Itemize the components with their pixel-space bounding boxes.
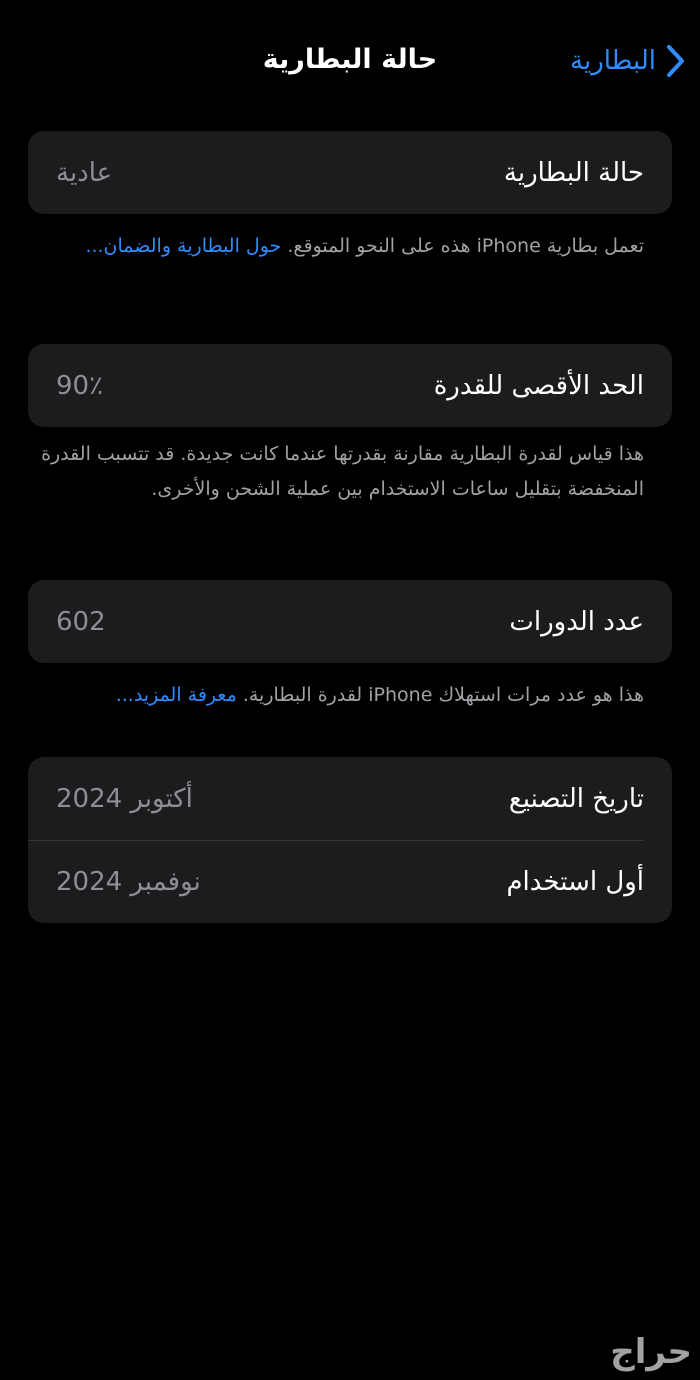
cycle-count-row — [28, 580, 672, 663]
manufacture-date-label: تاريخ التصنيع — [508, 783, 644, 814]
max-capacity-value: 90٪ — [56, 370, 104, 401]
battery-state-label: حالة البطارية — [503, 157, 644, 188]
manufacture-date-value: أكتوبر 2024 — [56, 783, 193, 814]
learn-more-link[interactable]: معرفة المزيد... — [115, 684, 237, 706]
max-capacity-footer — [40, 437, 644, 507]
manufacture-date-row — [28, 757, 672, 840]
first-use-value: نوفمبر 2024 — [56, 866, 201, 897]
navigation-bar — [0, 30, 700, 94]
battery-state-row — [28, 131, 672, 214]
battery-state-footer-text: تعمل بطارية iPhone هذه على النحو المتوقع. — [287, 235, 644, 257]
back-button-label[interactable]: البطارية — [570, 46, 656, 76]
max-capacity-label: الحد الأقصى للقدرة — [433, 370, 644, 401]
battery-state-group — [28, 131, 672, 214]
first-use-label: أول استخدام — [506, 866, 644, 897]
max-capacity-group — [28, 344, 672, 427]
cycle-count-label: عدد الدورات — [509, 606, 644, 637]
watermark-logo: حراج — [610, 1332, 692, 1372]
first-use-row — [28, 840, 672, 923]
chevron-right-icon[interactable] — [666, 44, 686, 78]
cycle-count-footer — [40, 678, 644, 713]
battery-state-value: عادية — [56, 157, 113, 188]
battery-warranty-link[interactable]: حول البطارية والضمان... — [85, 235, 282, 257]
back-button[interactable] — [570, 44, 686, 78]
cycle-count-value: 602 — [56, 606, 106, 637]
max-capacity-footer-text: هذا قياس لقدرة البطارية مقارنة بقدرتها عندما كانت جديدة. قد تتسبب القدرة المنخفضة بتقليل ساعات الاستخدام بين عملية الشحن والأخرى. — [41, 443, 644, 500]
max-capacity-row — [28, 344, 672, 427]
battery-state-footer — [40, 229, 644, 264]
cycle-count-group — [28, 580, 672, 663]
dates-group — [28, 757, 672, 923]
page-title: حالة البطارية — [262, 44, 438, 75]
cycle-count-footer-text: هذا هو عدد مرات استهلاك iPhone لقدرة البطارية. — [242, 684, 644, 706]
